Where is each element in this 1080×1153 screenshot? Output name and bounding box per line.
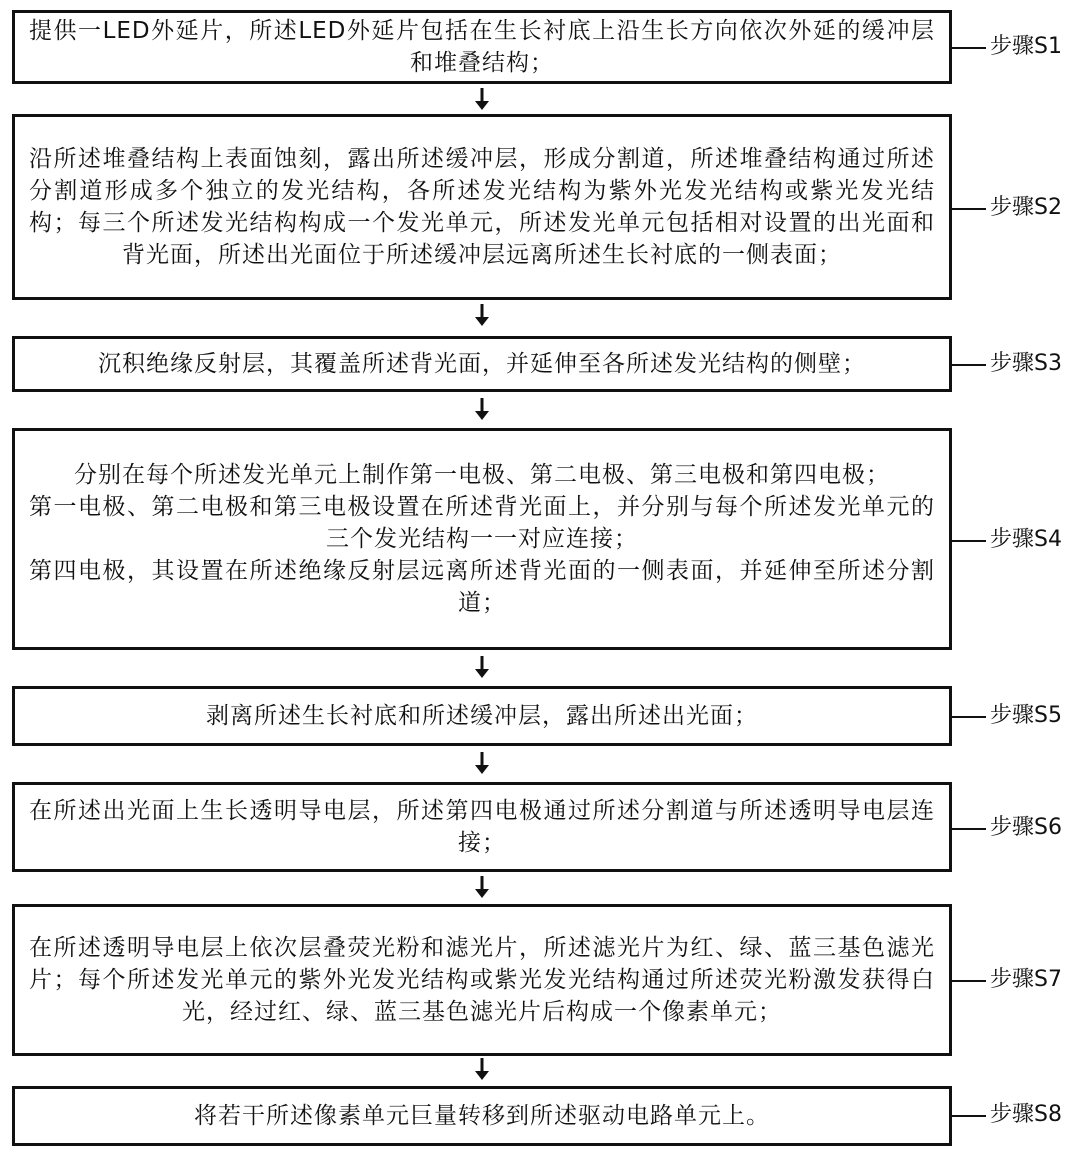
label-connector-s6: [952, 828, 986, 830]
arrow-down-icon: [470, 396, 494, 422]
step-label-s5: 步骤S5: [990, 703, 1062, 728]
arrow-down-icon: [470, 302, 494, 328]
step-text-s1: 提供一LED外延片，所述LED外延片包括在生长衬底上沿生长方向依次外延的缓冲层和堆叠结构；: [29, 18, 935, 76]
step-s4-line-2: 第一电极、第二电极和第三电极设置在所述背光面上，并分别与每个所述发光单元的三个发光结构一一对应连接；: [29, 494, 935, 552]
step-label-s4: 步骤S4: [990, 527, 1062, 552]
arrow-down-icon: [470, 874, 494, 900]
step-text-s5: 剥离所述生长衬底和所述缓冲层，露出所述出光面；: [206, 703, 758, 729]
step-text-s7: 在所述透明导电层上依次层叠荧光粉和滤光片，所述滤光片为红、绿、蓝三基色滤光片；每个所述发光单元的紫外光发光结构或紫光发光结构通过所述荧光粉激发获得白光，经过红、绿、蓝三基色滤光片后构成一个像素单元；: [29, 935, 935, 1025]
step-text-s6: 在所述出光面上生长透明导电层，所述第四电极通过所述分割道与所述透明导电层连接；: [29, 798, 935, 856]
step-box-s2: [12, 114, 952, 300]
label-connector-s8: [952, 1115, 986, 1117]
label-connector-s3: [952, 364, 986, 366]
step-label-s3: 步骤S3: [990, 351, 1062, 376]
label-connector-s4: [952, 540, 986, 542]
step-box-s4: [12, 428, 952, 650]
step-box-s6: [12, 782, 952, 872]
step-label-s6: 步骤S6: [990, 815, 1062, 840]
step-label-s2: 步骤S2: [990, 195, 1062, 220]
label-connector-s2: [952, 208, 986, 210]
arrow-down-icon: [470, 654, 494, 680]
step-box-s5: [12, 686, 952, 746]
step-text-s3: 沉积绝缘反射层，其覆盖所述背光面，并延伸至各所述发光结构的侧壁；: [98, 351, 866, 377]
step-s4-line-1: 分别在每个所述发光单元上制作第一电极、第二电极、第三电极和第四电极；: [74, 462, 890, 488]
arrow-down-icon: [470, 750, 494, 776]
step-label-s7: 步骤S7: [990, 967, 1062, 992]
step-label-s1: 步骤S1: [990, 34, 1062, 59]
arrow-down-icon: [470, 86, 494, 112]
step-text-s4: [15, 459, 949, 619]
step-box-s8: [12, 1086, 952, 1146]
step-box-s3: [12, 336, 952, 392]
step-label-s8: 步骤S8: [990, 1102, 1062, 1127]
label-connector-s7: [952, 980, 986, 982]
label-connector-s5: [952, 716, 986, 718]
step-text-s8: 将若干所述像素单元巨量转移到所述驱动电路单元上。: [194, 1103, 770, 1129]
step-box-s1: [12, 10, 952, 84]
step-box-s7: [12, 904, 952, 1056]
step-s4-line-3: 第四电极，其设置在所述绝缘反射层远离所述背光面的一侧表面，并延伸至所述分割道；: [29, 558, 935, 616]
arrow-down-icon: [470, 1056, 494, 1082]
label-connector-s1: [952, 47, 986, 49]
step-text-s2: 沿所述堆叠结构上表面蚀刻，露出所述缓冲层，形成分割道，所述堆叠结构通过所述分割道形成多个独立的发光结构，各所述发光结构为紫外光发光结构或紫光发光结构；每三个所述发光结构构成一个发光单元，所述发光单元包括相对设置的出光面和背光面，所述出光面位于所述缓冲层远离所述生长衬底的一侧表面；: [29, 146, 935, 268]
